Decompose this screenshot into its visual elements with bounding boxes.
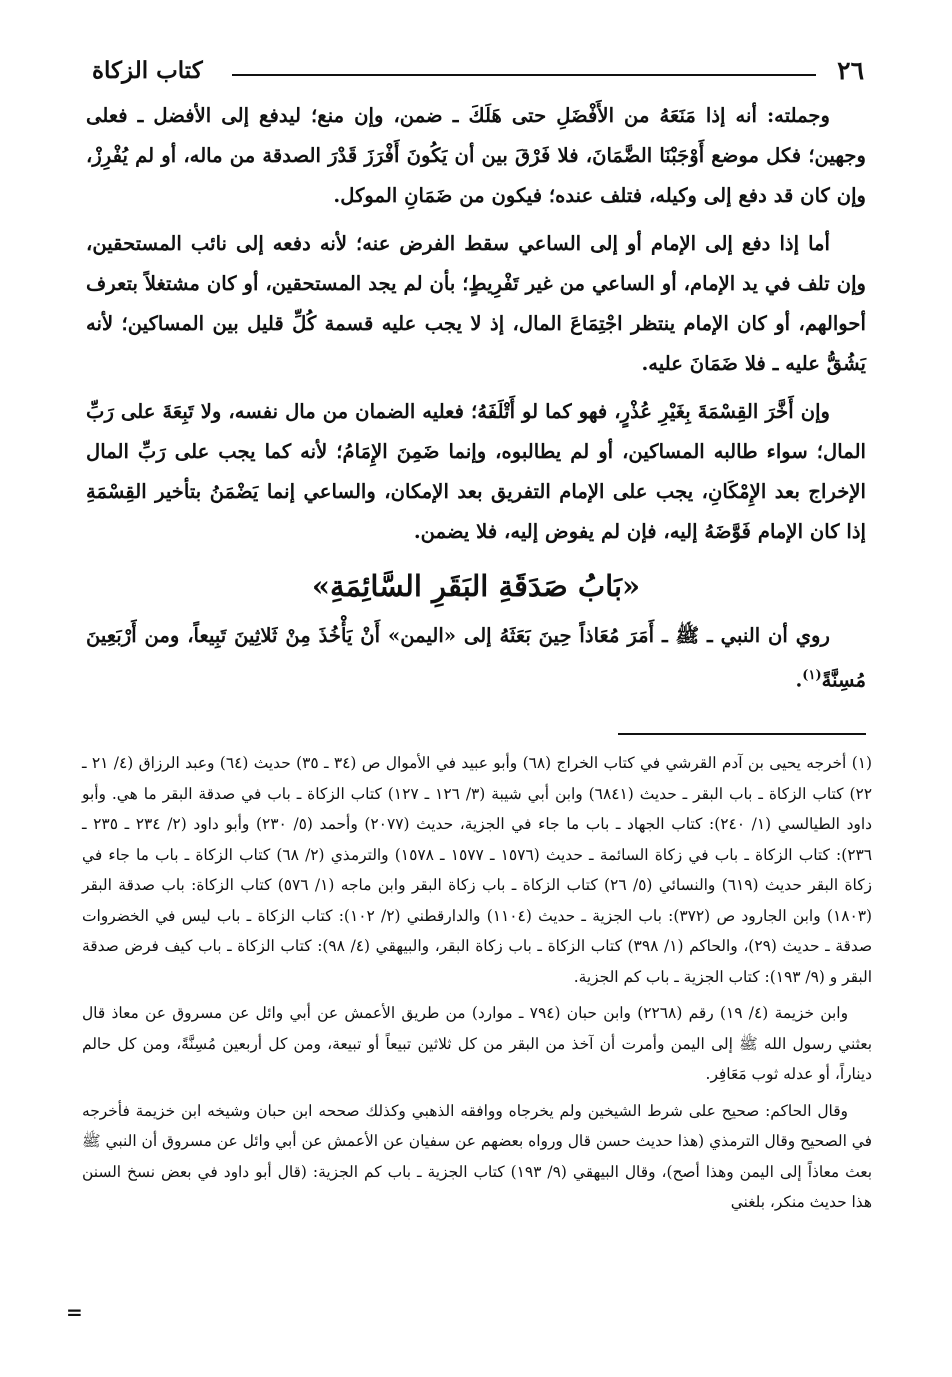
paragraph-2 <box>86 224 866 384</box>
running-header <box>92 54 864 88</box>
footnote-1-continuation-b: وقال الحاكم: صحيح على شرط الشيخين ولم يخرجاه ووافقه الذهبي وكذلك صححه ابن حبان وشيخه ابن خزيمة فأخرجه في الصحيح وقال الترمذي (هذا حديث حسن قال ورواه بعضهم عن سفيان عن الأعمش عن أبي وائل عن مسروق أن النبي ﷺ بعث معاذاً إلى اليمن وهذا أصح)، وقال البيهقي (٩/ ١٩٣) كتاب الجزية ـ باب كم الجزية: (قال أبو داود في بعض نسخ السنن هذا حديث منكر، بلغني <box>82 1101 872 1211</box>
footnote-1-continuation-a: وابن خزيمة (٤/ ١٩) رقم (٢٢٦٨) وابن حبان (٧٩٤ ـ موارد) من طريق الأعمش عن أبي وائل عن مسروق عن معاذ قال بعثني رسول الله ﷺ إلى اليمن وأمرت أن آخذ من البقر من كل ثلاثين تبيعاً أو تبيعة، ومن كل أربعين مُسِنَّةً، ومن كل حالم ديناراً، أو عدله ثوب مَعَافِر. <box>82 1004 872 1083</box>
footnote-1: (١) أخرجه يحيى بن آدم القرشي في كتاب الخراج (٦٨) وأبو عبيد في الأموال ص (٣٤ ـ ٣٥) حديث (٦٤) وعبد الرزاق (٤/ ٢١ ـ ٢٢) كتاب الزكاة ـ باب البقر ـ حديث (٦٨٤١) وابن أبي شيبة (٣/ ١٢٦ ـ ١٢٧) كتاب الزكاة ـ باب في صدقة البقر ما هي. وأبو داود الطيالسي (١/ ٢٤٠): كتاب الجهاد ـ باب ما جاء في الجزية، حديث (٢٠٧٧) وأحمد (٥/ ٢٣٠) وأبو داود (٢/ ٢٣٤ ـ ٢٣٥ ـ ٢٣٦): كتاب الزكاة ـ باب في زكاة السائمة ـ حديث (١٥٧٦ ـ ١٥٧٧ ـ ١٥٧٨) والترمذي (٢/ ٦٨) كتاب الزكاة ـ باب ما جاء في زكاة البقر حديث (٦١٩) والنسائي (٥/ ٢٦) كتاب الزكاة ـ باب زكاة البقر وابن ماجه (١/ ٥٧٦) كتاب الزكاة: باب صدقة البقر (١٨٠٣) وابن الجارود ص (٣٧٢): باب الجزية ـ حديث (١١٠٤) والدارقطني (٢/ ١٠٢): كتاب الزكاة ـ باب ليس في الخضروات صدقة ـ حديث (٢٩)، والحاكم (١/ ٣٩٨) كتاب الزكاة ـ باب زكاة البقر، والبيهقي (٤/ ٩٨): كتاب الزكاة ـ باب كيف فرض صدقة البقر و (٩/ ١٩٣): كتاب الجزية ـ باب كم الجزية. <box>82 754 873 986</box>
paragraph-3-text: وإن أَخَّرَ القِسْمَةَ بِغَيْرِ عُذْرٍ، فهو كما لو أَتْلَفَهُ؛ فعليه الضمان من مال نفسه، ولا تَبِعَةَ على رَبِّ المال؛ سواء طالبه المساكين، أو لم يطالبوه، وإنما ضَمِنَ الإِمَامُ؛ لأنه كما يجب على رَبِّ المال الإخراج بعد الإِمْكَانِ، يجب على الإمام التفريق بعد الإمكان، والساعي إنما يَضْمَنُ بتأخير القِسْمَةِ إذا كان الإمام فَوَّضَهُ إليه، فإن لم يفوض إليه، فلا يضمن. <box>86 400 866 543</box>
paragraph-2-text: أما إذا دفع إلى الإمام أو إلى الساعي سقط الفرض عنه؛ لأنه دفعه إلى نائب المستحقين، وإن تلف في يد الإمام، أو الساعي من غير تَفْرِيطٍ؛ بأن لم يجد المستحقين، أو كان مشتغلاً بتعرف أحوالهم، أو كان الإمام ينتظر اجْتِمَاعَ المال، إذ لا يجب عليه قسمة كُلِّ قليل بين المساكين؛ لأنه يَشُقُّ عليه ـ فلا ضَمَانَ عليه. <box>86 232 866 375</box>
paragraph-1-text: وجملته: أنه إذا مَنَعَهُ من الأَفْضَلِ حتى هَلَكَ ـ ضمن، وإن منع؛ ليدفع إلى الأفضل ـ فعلى وجهين؛ فكل موضع أَوْجَبْنَا الضَّمَانَ، فلا فَرْقَ بين أن يَكُونَ أَفْرَزَ قَدْرَ الصدقة من ماله، أو لم يُفْرِزْ، وإن كان قد دفع إلى وكيله، فتلف عنده؛ فيكون من ضَمَانِ الموكل. <box>86 104 866 207</box>
paragraph-4-text: روي أن النبي ـ ﷺ ـ أَمَرَ مُعَاذاً حِينَ بَعَثَهُ إلى «اليمن» أَنْ يَأْخُذَ مِنْ ثَلاثِينَ تَبِيعاً، ومن أَرْبَعِينَ مُسِنَّةً <box>86 624 866 692</box>
continuation-mark: = <box>66 1300 83 1324</box>
paragraph-3 <box>86 392 866 552</box>
book-title: كتاب الزكاة <box>92 57 203 84</box>
paragraph-4 <box>86 616 866 701</box>
page-number: ٢٦ <box>837 56 864 85</box>
footnote-separator <box>618 733 866 735</box>
main-text <box>86 96 866 709</box>
footnote-reference: (١) <box>802 668 822 683</box>
chapter-title: «بَابُ صَدَقَةِ البَقَرِ السَّائِمَةِ» <box>311 569 641 603</box>
paragraph-4-end: . <box>795 668 803 692</box>
footnotes <box>82 748 872 1224</box>
header-rule <box>232 74 816 76</box>
paragraph-1 <box>86 96 866 216</box>
